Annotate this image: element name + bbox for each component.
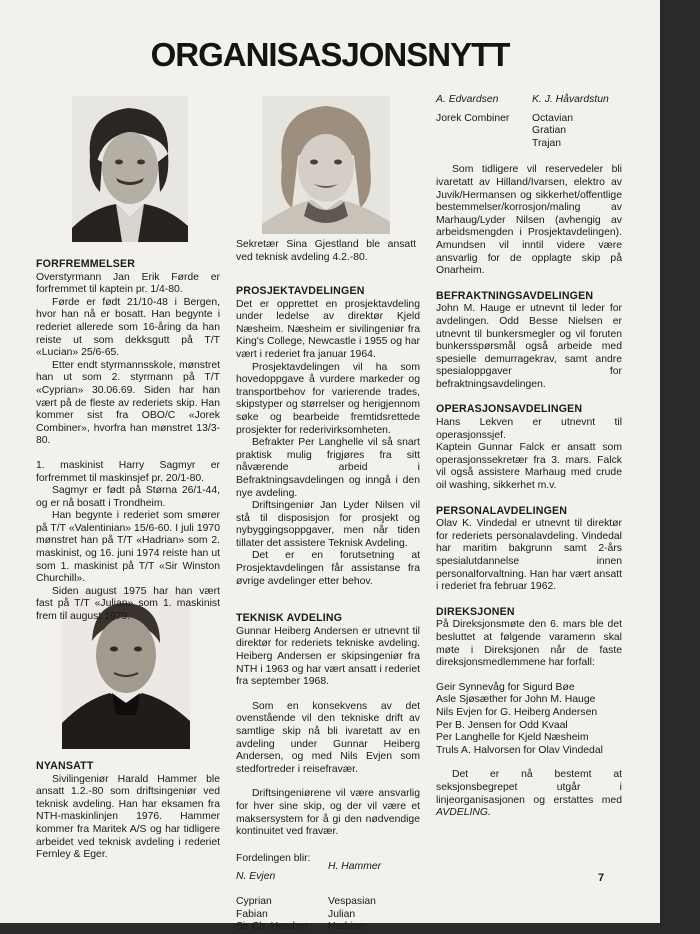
paragraph: Han begynte i rederiet som smører på T/T «Valentinian» 15/6-60. I juli 1970 mønstret han på T/T «Hadrian» som 2. maskinist, og 16. juni 1974 reiste han ut som 1. maskinist på T/T «Sir Winston Churchill». bbox=[36, 510, 220, 585]
ship-name: Julian bbox=[328, 908, 356, 920]
paragraph: Olav K. Vindedal er utnevnt til direktør for rederiets personalavdeling. Vindedal har maritim bakgrunn samt 2-års spesialutdannelse innen personalforvaltning. Han har vært ansatt i rederiet fra februar 1962. bbox=[436, 518, 622, 593]
ship-name: Trajan bbox=[532, 137, 562, 149]
ship-name: Jorek Combiner bbox=[436, 112, 510, 124]
paragraph: Hans Lekven er utnevnt til operasjonssjef. bbox=[436, 417, 622, 441]
paragraph: Sagmyr er født på Størna 26/1-44, og er nå bosatt i Trondheim. bbox=[36, 485, 220, 509]
section-heading-prosjektavdelingen: PROSJEKTAVDELINGEN bbox=[236, 285, 365, 297]
portrait-photo-gjestland bbox=[262, 96, 390, 234]
left-column-lower bbox=[36, 760, 220, 862]
paragraph: Overstyrmann Jan Erik Førde er forfremmet til kaptein pr. 1/4-80. bbox=[36, 271, 220, 296]
paragraph: Førde er født 21/10-48 i Bergen, hvor han nå er bosatt. Han begynte i rederiet allerede som 16-åring da han reiste ut som dekksgutt på T/T «Lucian» 25/6-65. bbox=[36, 296, 220, 359]
paragraph: På Direksjonsmøte den 6. mars ble det besluttet at følgende varamenn skal møte i Direksjonen når de faste direksjonsmedlemmene har forfall: bbox=[436, 619, 622, 669]
paragraph: Det er en forutsetning at Prosjektavdelingen får assistanse fra øvrige avdelinger etter behov. bbox=[236, 550, 420, 587]
right-column bbox=[436, 94, 622, 820]
ship-name: Cyprian bbox=[236, 895, 272, 907]
list-item: Truls A. Halvorsen for Olav Vindedal bbox=[436, 744, 603, 756]
paragraph: Siden august 1975 har han vært fast på T/T «Julian» som 1. maskinist frem til august 1979. bbox=[36, 585, 220, 623]
fordeling-label: Fordelingen blir: bbox=[236, 852, 311, 864]
ship-name: Fabian bbox=[236, 908, 268, 920]
paragraph: Gunnar Heiberg Andersen er utnevnt til direktør for rederiets tekniske avdeling. Heiberg Andersen er skipsingeniør fra NTH i 1963 og har vært ansatt i rederiet fra september 1968. bbox=[236, 625, 420, 688]
paragraph: John M. Hauge er utnevnt til leder for avdelingen. Odd Besse Nielsen er utnevnt til bunkersmegler og vil foruten bunkersspørsmål også arbeide med spesielle demurragekrav, samt andre spesialoppgaver for befraktningsavdelingen. bbox=[436, 303, 622, 390]
ship-name: Sir Ch. Hambro bbox=[236, 921, 308, 933]
paragraph: Det er opprettet en prosjektavdeling under ledelse av direktør Kjeld Næsheim. Næsheim er sivilingeniør fra King's College, Newcastle i 1955 og har vært i rederiet fra januar 1964. bbox=[236, 298, 420, 360]
ship-name: Octavian bbox=[532, 112, 574, 124]
paragraph: Driftsingeniør Jan Lyder Nilsen vil stå til disposisjon for prosjekt og nybyggingsoppgaver, men når tiden tillater det assistere Teknisk Avdeling. bbox=[236, 500, 420, 549]
section-heading-direksjonen: DIREKSJONEN bbox=[436, 605, 515, 618]
paragraph: Som en konsekvens av det ovenstående vil den tekniske drift av samtlige skip nå bli ivaretatt av en avdeling under Gunnar Heiberg Andersen, og med Nils Evjen som stedfortreder i reisefravær. bbox=[236, 700, 420, 775]
left-column-upper bbox=[36, 258, 220, 624]
paragraph: Som tidligere vil reservedeler bli ivaretatt av Hilland/Ivarsen, elektro av Juvik/Hermansen og sikkerhet/offentlige bestemmelser/korrosjon/maling av Marhaug/Lyder Nilsen (avhengig av arbeidsmengden i Prosjektavdelingen). Amundsen vil inntil videre være ansvarlig for de opplagte skip på Onarheim. bbox=[436, 164, 622, 277]
engineer-name: A. Edvardsen bbox=[436, 94, 499, 105]
page-title: ORGANISASJONSNYTT bbox=[150, 36, 510, 73]
list-item: Per Langhelle for Kjeld Næsheim bbox=[436, 732, 589, 744]
paragraph: Driftsingeniørene vil være ansvarlig for hver sine skip, og der vil være et maksersystem for å gi den nødvendige kontinuitet ved fravær. bbox=[236, 788, 420, 838]
engineer-name: H. Hammer bbox=[328, 861, 382, 873]
photo-caption-gjestland: Sekretær Sina Gjestland ble ansatt ved teknisk avdeling 4.2.-80. bbox=[236, 239, 416, 263]
list-item: Per B. Jensen for Odd Kvaal bbox=[436, 719, 568, 731]
section-heading-teknisk-avdeling: TEKNISK AVDELING bbox=[236, 612, 343, 625]
paragraph: 1. maskinist Harry Sagmyr er forfremmet til maskinsjef pr. 20/1-80. bbox=[36, 459, 220, 484]
paragraph bbox=[436, 769, 622, 819]
paragraph: Etter endt styrmannsskole, mønstret han ut som 2. styrmann på T/T «Cyprian» 30.06.69. Siden har han vært på de fleste av rederiets skip. Han kommer sist fra OBO/C «Jorek Combiner», hvorfra han mønstret 13/3-80. bbox=[36, 359, 220, 447]
varamenn-list bbox=[436, 682, 622, 758]
engineer-name: N. Evjen bbox=[236, 871, 276, 883]
page-number: 7 bbox=[598, 872, 605, 884]
ship-allocation-middle bbox=[236, 861, 420, 933]
ship-name: Gratian bbox=[532, 125, 567, 137]
list-item: Geir Synnevåg for Sigurd Bøe bbox=[436, 681, 575, 693]
ship-allocation-right bbox=[436, 94, 622, 150]
paragraph: Befrakter Per Langhelle vil så snart praktisk mulig frigjøres fra sitt nåværende arbeid i Befraktningsavdelingen og inngå i den nye avdeling. bbox=[236, 437, 420, 499]
middle-column bbox=[236, 285, 420, 934]
list-item: Asle Sjøsæther for John M. Hauge bbox=[436, 694, 596, 706]
section-heading-nyansatt: NYANSATT bbox=[36, 760, 94, 772]
portrait-photo-forde bbox=[72, 96, 188, 242]
section-heading-operasjonsavdelingen: OPERASJONSAVDELINGEN bbox=[436, 403, 583, 416]
list-item: Nils Evjen for G. Heiberg Andersen bbox=[436, 706, 598, 718]
ship-name: Vespasian bbox=[328, 895, 376, 907]
closing-text: Det er nå bestemt at seksjonsbegrepet utgår i linjeorganisasjonen og erstattes med bbox=[436, 769, 622, 806]
closing-emphasis: AVDELING. bbox=[436, 807, 491, 819]
engineer-name: K. J. Håvardstun bbox=[532, 94, 609, 105]
ship-name: Hadrian bbox=[328, 921, 365, 933]
section-heading-befraktningsavdelingen: BEFRAKTNINGSAVDELINGEN bbox=[436, 289, 594, 302]
paragraph: Sivilingeniør Harald Hammer ble ansatt 1.2.-80 som driftsingeniør ved teknisk avdeling. Han har eksamen fra NTH-maskinlinjen 1976. Hammer kommer fra Maritek A/S og har tidligere arbeidet ved teknisk avdeling i rederiet Fernley & Eger. bbox=[36, 773, 220, 861]
section-heading-personalavdelingen: PERSONALAVDELINGEN bbox=[436, 504, 568, 517]
section-heading-forfremmelser: FORFREMMELSER bbox=[36, 258, 136, 270]
paragraph: Prosjektavdelingen vil ha som hovedoppgave å vurdere markeder og transportbehov for varierende trades, skipstyper og størrelser og herigjennom søke og bearbeide fremtidsrettede prosjekter for rederivirksomheten. bbox=[236, 361, 420, 436]
paragraph: Kaptein Gunnar Falck er ansatt som operasjonssekretær fra 3. mars. Falck vil også assistere Marhaug med crude oil washing, sikkerhet m.v. bbox=[436, 442, 622, 492]
